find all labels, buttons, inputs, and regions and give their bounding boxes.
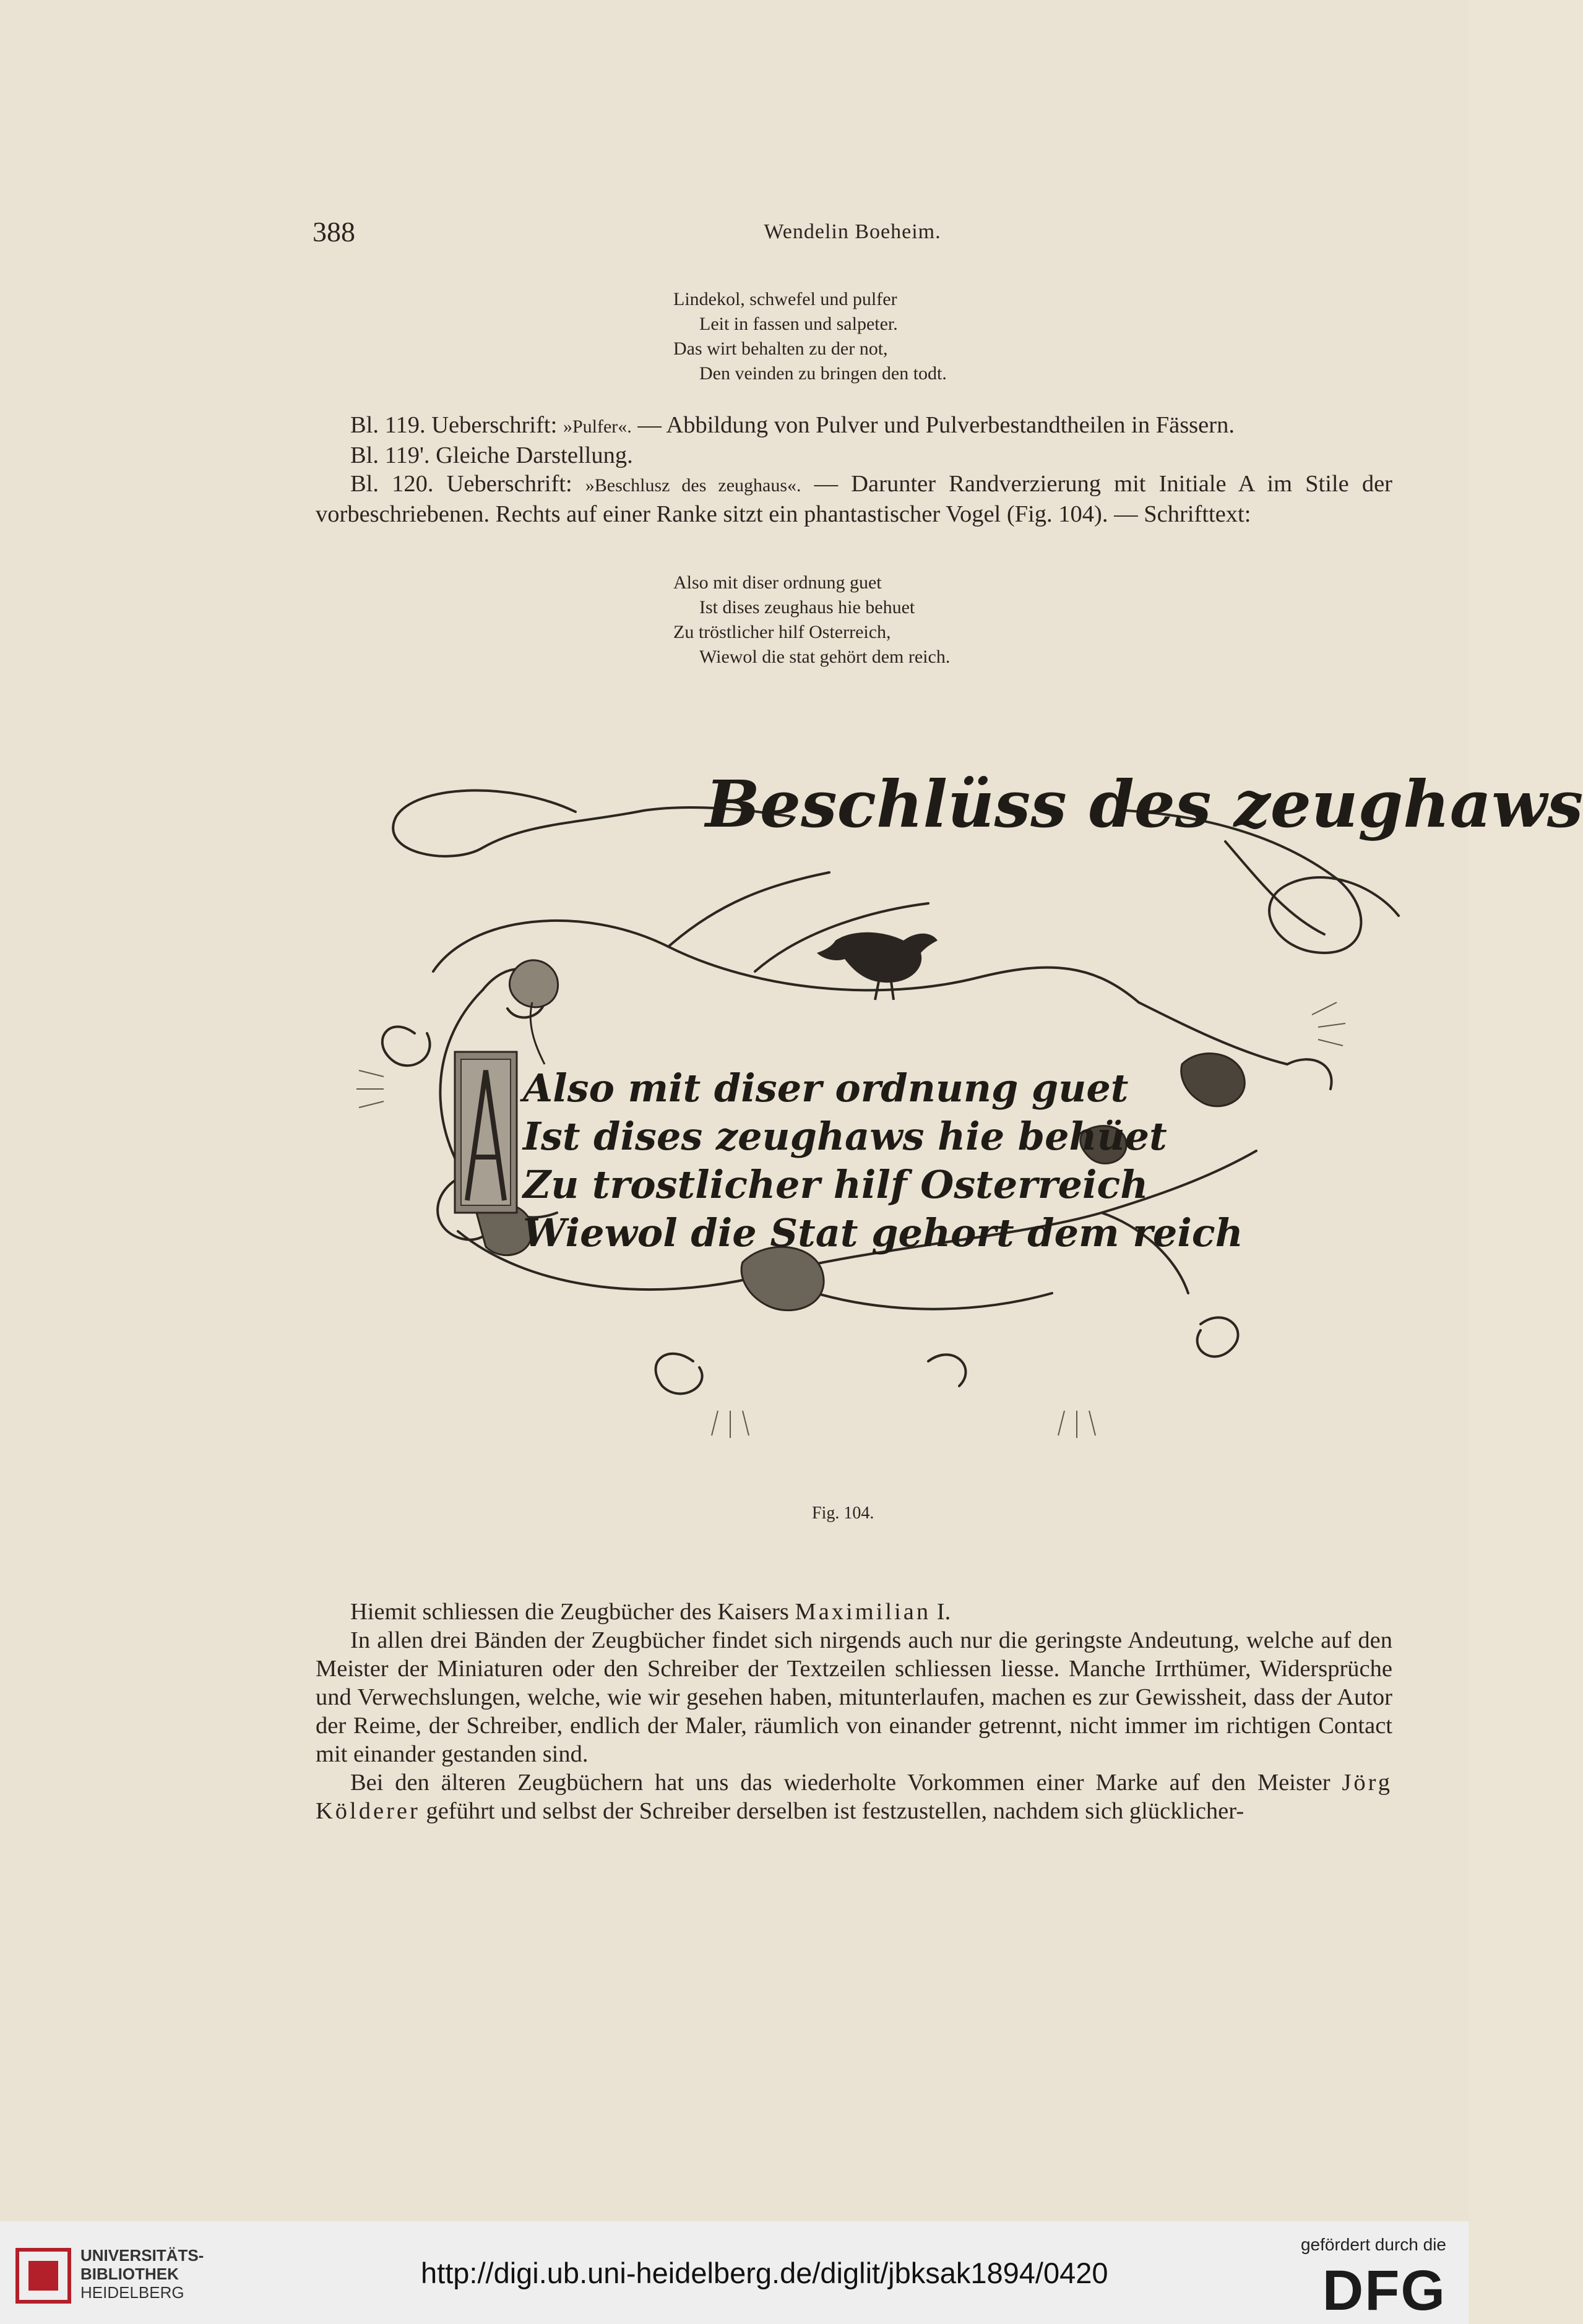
figure-heading-text: Beschlüss des zeughaws (705, 766, 1583, 842)
initial-a-box (455, 1052, 517, 1213)
figure-verse-line: Ist dises zeughaws hie behüet (523, 1114, 1167, 1159)
funder-label: gefördert durch die (1300, 2235, 1446, 2254)
figure-caption: Fig. 104. (812, 1504, 874, 1523)
verse-line: Zu tröstlicher hilf Osterreich, (673, 622, 891, 642)
verse-line: Ist dises zeughaus hie behuet (699, 597, 915, 618)
figure-verse-line: Also mit diser ordnung guet (523, 1065, 1129, 1111)
paragraph-bl-120: Bl. 120. Ueberschrift: »Beschlusz des zeughaus«. — Darunter Randverzierung mit Initiale A im Stile der vorbeschriebenen. Rechts auf einer Ranke sitzt ein phantastischer Vogel (Fig. 104). — Schrifttext: (316, 471, 1392, 527)
verse-line: Wiewol die stat gehört dem reich. (699, 647, 951, 667)
flower-left (509, 960, 558, 1007)
permalink-url[interactable]: http://digi.ub.uni-heidelberg.de/diglit/jbksak1894/0420 (421, 2257, 1108, 2289)
page-header (313, 215, 1392, 252)
university-library-name[interactable]: UNIVERSITÄTS- BIBLIOTHEK HEIDELBERG (80, 2246, 204, 2302)
closing-block (316, 1598, 1392, 1825)
figure-verse-line: Zu trostlicher hilf Osterreich (523, 1162, 1149, 1207)
paragraph-hiemit: Hiemit schliessen die Zeugbücher des Kaisers Maximilian I. (350, 1599, 951, 1625)
verse-line: Lindekol, schwefel und pulfer (673, 289, 897, 309)
paragraph-bl-119: Bl. 119. Ueberschrift: »Pulfer«. — Abbildung von Pulver und Pulverbestandtheilen in Fässern. (350, 412, 1235, 438)
figure-verse-line: Wiewol die Stat gehort dem reich (523, 1210, 1243, 1255)
paragraph-bei-den: Bei den älteren Zeugbüchern hat uns das wiederholte Vorkommen einer Marke auf den Meister Jörg Kölderer geführt und selbst der Schreiber derselben ist festzustellen, nachdem sich glücklicher- (316, 1770, 1392, 1824)
description-block (316, 411, 1392, 528)
verse-line: Leit in fassen und salpeter. (699, 314, 898, 334)
verse-block-beschlusz (673, 570, 950, 669)
verse-line: Das wirt behalten zu der not, (673, 338, 888, 359)
paragraph-bl-119b: Bl. 119'. Gleiche Darstellung. (350, 442, 633, 468)
viewer-footer (0, 2221, 1469, 2324)
paragraph-in-allen: In allen drei Bänden der Zeugbücher findet sich nirgends auch nur die geringste Andeutung, welche auf den Meister der Miniaturen oder den Schreiber der Textzeilen schliessen liesse. Manche Irrthümer, Widersprüche und Verwechslungen, welche, wie wir gesehen haben, mitunterlaufen, machen es zur Gewissheit, dass der Autor der Reime, der Schreiber, endlich der Maler, räumlich von einander getrennt, nicht immer im richtigen Contact mit einander gestanden sind. (316, 1627, 1392, 1767)
dfg-logo[interactable]: DFG (1322, 2259, 1446, 2322)
verse-line: Den veinden zu bringen den todt. (699, 363, 947, 384)
verse-line: Also mit diser ordnung guet (673, 572, 882, 593)
running-head: Wendelin Boeheim. (764, 220, 941, 243)
verse-block-pulfer (673, 287, 947, 386)
university-library-logo-icon (12, 2245, 74, 2307)
figure-104-illustration (322, 681, 1583, 1485)
figure-verse-text (523, 1064, 1243, 1257)
page-number: 388 (313, 216, 355, 247)
